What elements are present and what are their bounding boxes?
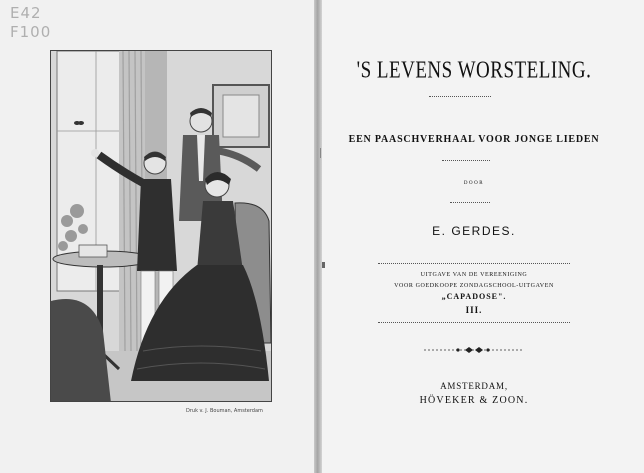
page-fold-mark [320, 148, 324, 158]
by-rule [450, 202, 490, 203]
publication-rule-top [378, 263, 570, 264]
shelfmark-line-2: F100 [10, 23, 52, 41]
engraving-image [51, 51, 272, 402]
printer-credit: Druk v. J. Bouman, Amsterdam [186, 408, 263, 414]
book-title: 'S LEVENS WORSTELING. [356, 57, 592, 84]
publication-line-2: VOOR GOEDKOOPE ZONDAGSCHOOL-UITGAVEN [394, 283, 554, 289]
publication-volume: III. [465, 305, 483, 315]
publisher-name: HÖVEKER & ZOON. [419, 395, 529, 406]
library-shelfmark [10, 4, 62, 48]
title-rule [429, 96, 491, 97]
publication-city: AMSTERDAM, [440, 381, 508, 391]
book-gutter [314, 0, 322, 473]
page-edge-mark [322, 262, 325, 268]
frontispiece-illustration [50, 50, 272, 402]
publication-rule-bottom [378, 322, 570, 323]
title-page [322, 0, 644, 473]
frontispiece-page [0, 0, 318, 473]
subtitle-rule [442, 160, 490, 161]
publication-series: „CAPADOSE". [441, 292, 507, 301]
shelfmark-line-1: E42 [10, 4, 42, 22]
book-subtitle: EEN PAASCHVERHAAL VOOR JONGE LIEDEN [348, 134, 600, 145]
decorative-ornament-icon [424, 346, 522, 354]
by-label: DOOR [463, 181, 485, 186]
author-name: E. GERDES. [432, 224, 516, 238]
publication-line-1: UITGAVE VAN DE VEREENIGING [420, 272, 528, 278]
